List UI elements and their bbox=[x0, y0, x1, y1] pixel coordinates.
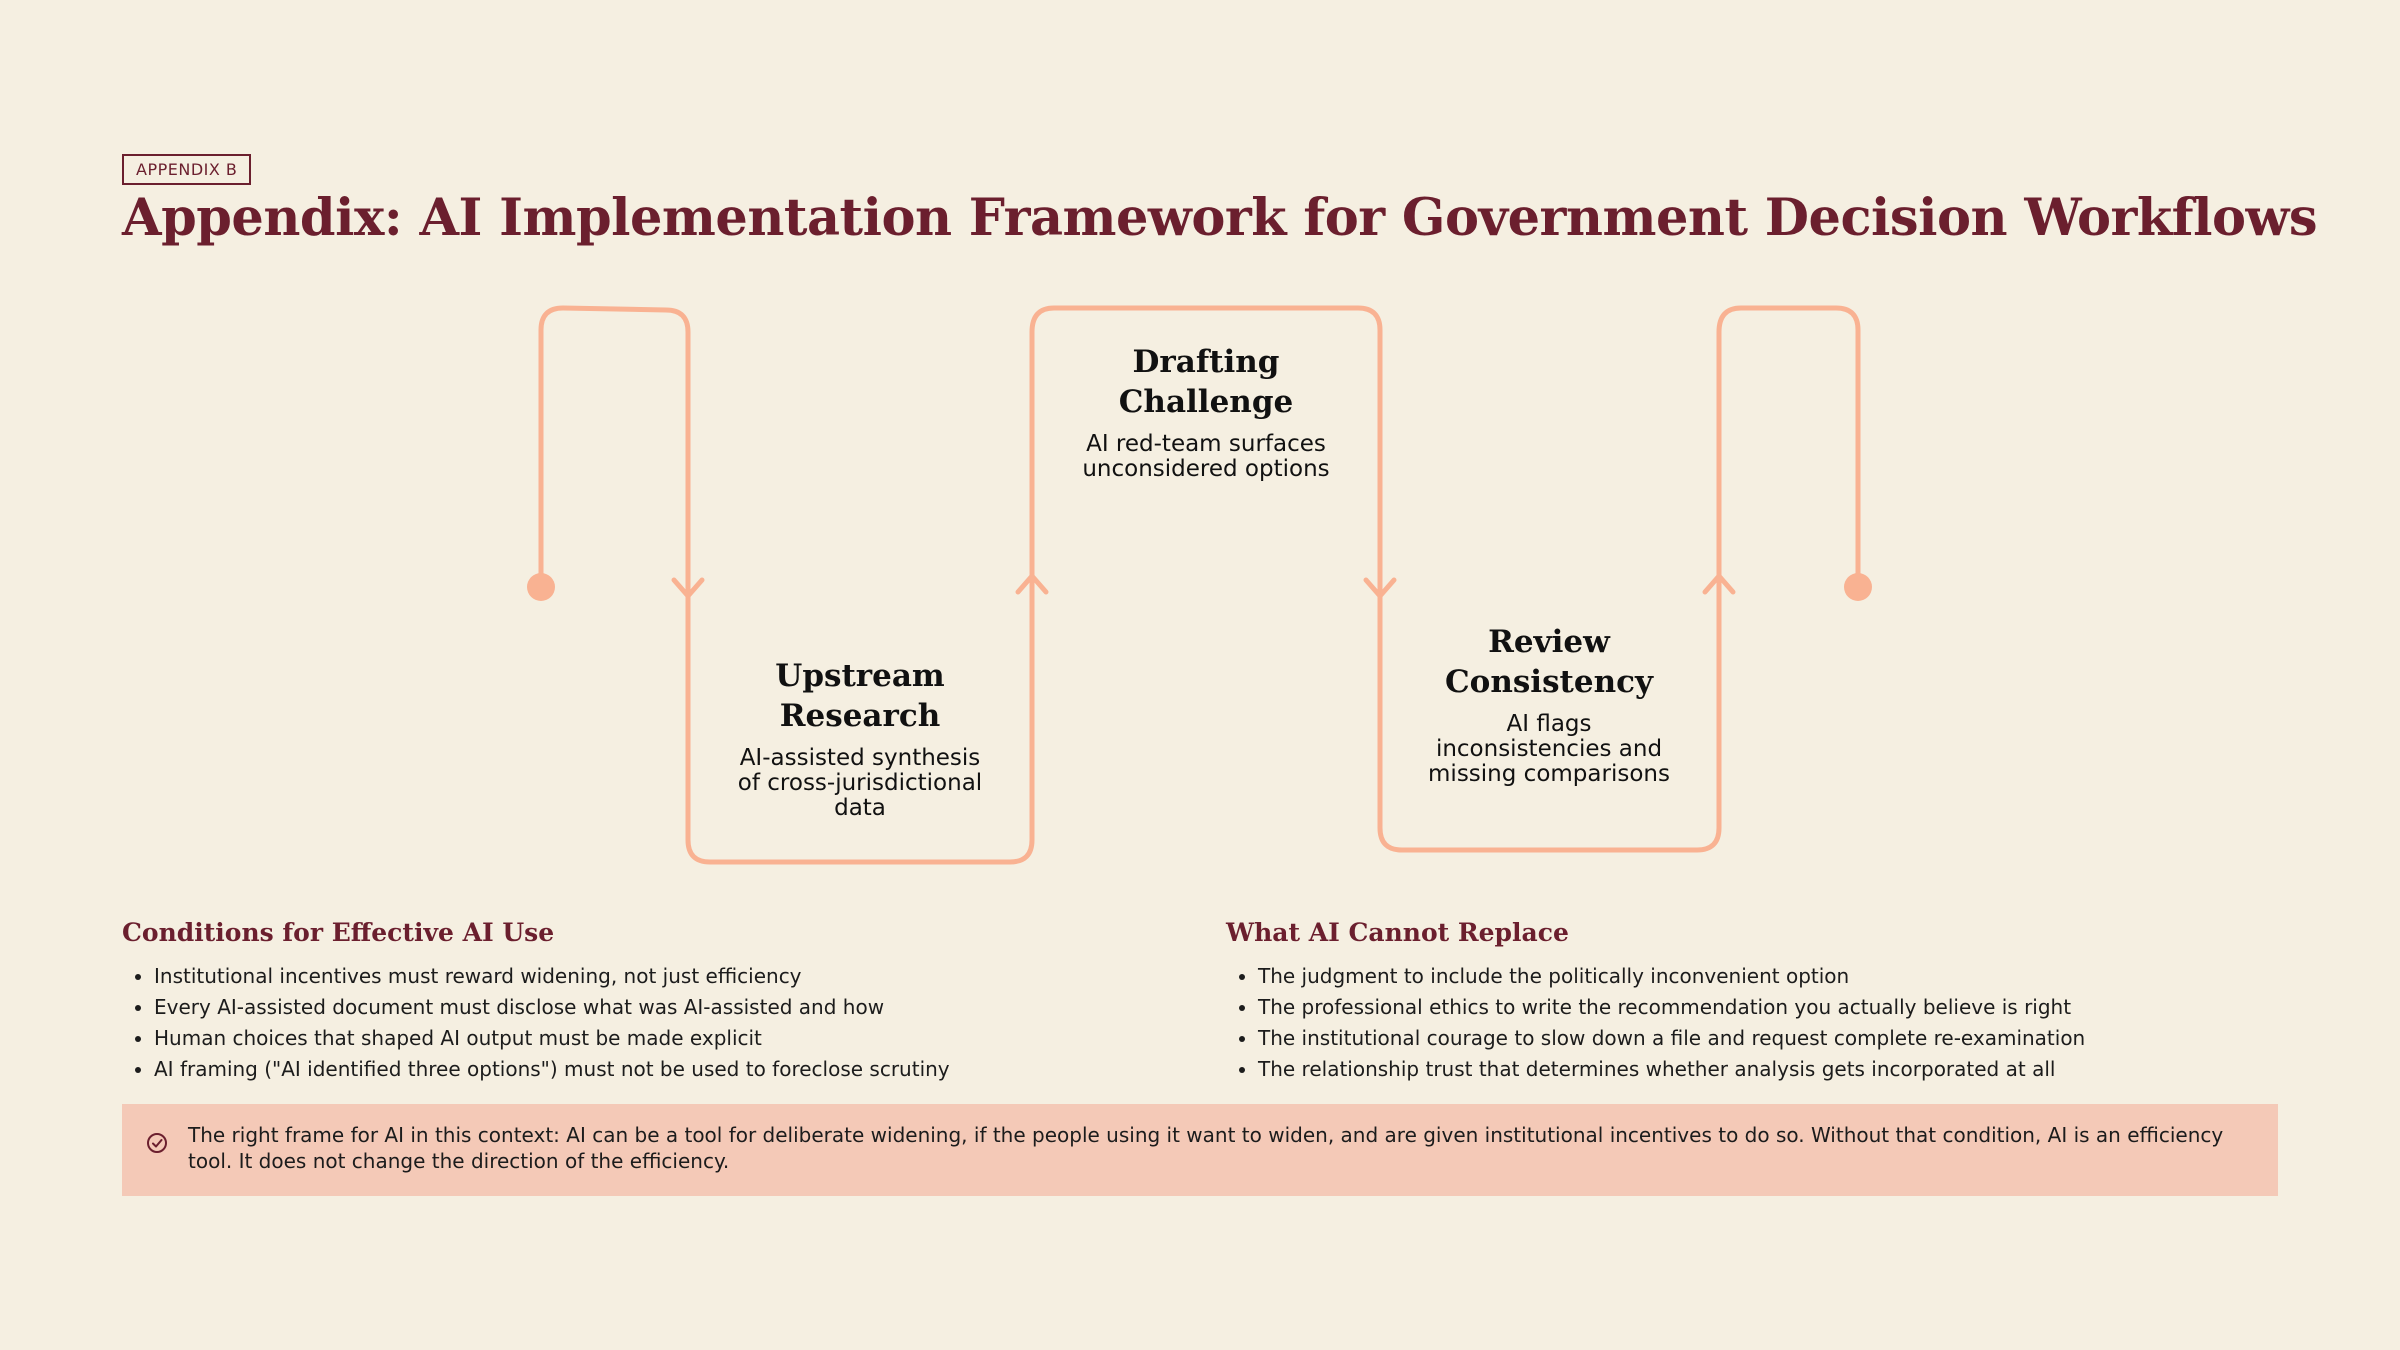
conditions-title: Conditions for Effective AI Use bbox=[122, 918, 555, 947]
page-title: Appendix: AI Implementation Framework for Government Decision Workflows bbox=[122, 188, 2318, 248]
check-circle-icon bbox=[144, 1130, 170, 1156]
conditions-section bbox=[122, 918, 1142, 1085]
cannot-replace-list bbox=[1226, 961, 2246, 1085]
list-item: • The institutional courage to slow down a file and request complete re-examination bbox=[1258, 1023, 2246, 1054]
list-item: • Institutional incentives must reward widening, not just efficiency bbox=[154, 961, 1142, 992]
step-review-consistency bbox=[1419, 622, 1679, 787]
callout-box bbox=[122, 1104, 2278, 1196]
list-item: • The professional ethics to write the recommendation you actually believe is right bbox=[1258, 992, 2246, 1023]
step-description: AI flags inconsistencies and missing comparisons bbox=[1428, 711, 1670, 787]
list-item: • Human choices that shaped AI output must be made explicit bbox=[154, 1023, 1142, 1054]
step-description: AI red-team surfaces unconsidered options bbox=[1082, 431, 1330, 482]
appendix-tag: APPENDIX B bbox=[122, 154, 251, 185]
list-item: • The judgment to include the politically inconvenient option bbox=[1258, 961, 2246, 992]
step-title: Review Consistency bbox=[1444, 624, 1654, 700]
list-item: • The relationship trust that determines whether analysis gets incorporated at all bbox=[1258, 1054, 2246, 1085]
flow-end-dot bbox=[1844, 573, 1872, 601]
step-description: AI-assisted synthesis of cross-jurisdictional data bbox=[737, 745, 983, 821]
step-drafting-challenge bbox=[1076, 342, 1336, 482]
list-item: • AI framing ("AI identified three options") must not be used to foreclose scrutiny bbox=[154, 1054, 1142, 1085]
flow-connector-end bbox=[1719, 308, 1858, 584]
cannot-replace-section bbox=[1226, 918, 2246, 1085]
step-title: Drafting Challenge bbox=[1118, 344, 1294, 420]
callout-text: The right frame for AI in this context: AI can be a tool for deliberate widening, if the people using it want to widen, and are given institutional incentives to do so. Without that condition, AI is an efficiency tool. It does not change the direction of the efficiency. bbox=[188, 1123, 2224, 1173]
conditions-list bbox=[122, 961, 1142, 1085]
step-title: Upstream Research bbox=[775, 658, 945, 734]
flow-start-dot bbox=[527, 573, 555, 601]
cannot-replace-title: What AI Cannot Replace bbox=[1226, 918, 1569, 947]
step-upstream-research bbox=[730, 656, 990, 821]
flow-connector-start bbox=[541, 308, 688, 584]
list-item: • Every AI-assisted document must disclose what was AI-assisted and how bbox=[154, 992, 1142, 1023]
